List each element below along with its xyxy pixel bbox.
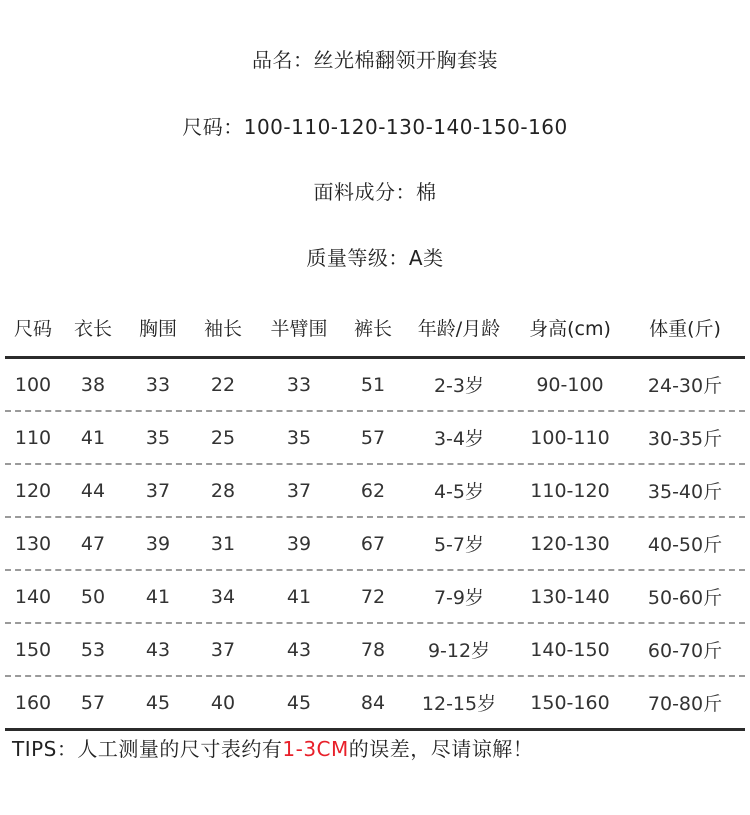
table-cell: 33 xyxy=(286,373,312,396)
table-cell: 160 xyxy=(14,691,52,714)
table-cell: 35-40斤 xyxy=(647,481,723,503)
table-row xyxy=(5,518,745,571)
size-chart-table xyxy=(5,298,745,731)
tips-note xyxy=(12,735,742,763)
table-body xyxy=(5,359,745,731)
table-cell: 9-12岁 xyxy=(427,640,491,662)
table-cell: 67 xyxy=(360,532,386,555)
header-sleeve: 袖长 xyxy=(203,317,242,340)
table-cell: 110 xyxy=(14,426,52,449)
header-pants-length: 裤长 xyxy=(353,317,392,340)
tips-suffix: 的误差，尽请谅解！ xyxy=(348,737,534,761)
table-cell: 33 xyxy=(145,373,171,396)
table-cell: 39 xyxy=(145,532,171,555)
table-cell: 53 xyxy=(80,638,106,661)
product-name-line: 品名：丝光棉翻领开胸套装 xyxy=(252,48,498,72)
table-cell: 62 xyxy=(360,479,386,502)
table-cell: 100 xyxy=(14,373,52,396)
table-cell: 34 xyxy=(210,585,236,608)
table-cell: 50-60斤 xyxy=(647,587,723,609)
header-half-arm: 半臂围 xyxy=(270,317,328,340)
table-cell: 35 xyxy=(145,426,171,449)
table-cell: 44 xyxy=(80,479,106,502)
table-cell: 22 xyxy=(210,373,236,396)
table-cell: 24-30斤 xyxy=(647,375,723,397)
table-cell: 47 xyxy=(80,532,106,555)
table-cell: 150 xyxy=(14,638,52,661)
table-header-row xyxy=(5,298,745,359)
table-cell: 57 xyxy=(360,426,386,449)
header-size: 尺码 xyxy=(13,317,52,340)
table-cell: 45 xyxy=(145,691,171,714)
quality-grade-line: 质量等级：A类 xyxy=(306,246,444,270)
table-cell: 41 xyxy=(145,585,171,608)
tips-highlight: 1-3CM xyxy=(282,737,349,761)
table-cell: 130-140 xyxy=(530,585,610,608)
header-length: 衣长 xyxy=(73,317,112,340)
table-cell: 120 xyxy=(14,479,52,502)
header-weight: 体重(斤) xyxy=(649,317,721,340)
table-cell: 38 xyxy=(80,373,106,396)
table-cell: 7-9岁 xyxy=(433,587,485,609)
table-cell: 39 xyxy=(286,532,312,555)
table-row xyxy=(5,412,745,465)
table-cell: 57 xyxy=(80,691,106,714)
header-chest: 胸围 xyxy=(138,317,177,340)
table-cell: 50 xyxy=(80,585,106,608)
table-cell: 3-4岁 xyxy=(433,428,485,450)
table-cell: 110-120 xyxy=(530,479,610,502)
tips-prefix: TIPS：人工测量的尺寸表约有 xyxy=(12,737,283,761)
table-cell: 140 xyxy=(14,585,52,608)
table-cell: 41 xyxy=(286,585,312,608)
table-cell: 84 xyxy=(360,691,386,714)
table-cell: 100-110 xyxy=(530,426,610,449)
table-cell: 70-80斤 xyxy=(647,693,723,715)
table-cell: 41 xyxy=(80,426,106,449)
size-range-line: 尺码：100-110-120-130-140-150-160 xyxy=(182,115,568,139)
table-row xyxy=(5,624,745,677)
table-cell: 25 xyxy=(210,426,236,449)
fabric-composition-line: 面料成分：棉 xyxy=(313,180,437,204)
table-cell: 37 xyxy=(145,479,171,502)
header-height: 身高(cm) xyxy=(529,317,611,340)
table-cell: 30-35斤 xyxy=(647,428,723,450)
table-cell: 130 xyxy=(14,532,52,555)
table-cell: 51 xyxy=(360,373,386,396)
table-cell: 45 xyxy=(286,691,312,714)
table-cell: 60-70斤 xyxy=(647,640,723,662)
header-age: 年龄/月龄 xyxy=(417,317,501,340)
table-cell: 37 xyxy=(210,638,236,661)
table-cell: 72 xyxy=(360,585,386,608)
table-cell: 35 xyxy=(286,426,312,449)
table-cell: 37 xyxy=(286,479,312,502)
table-cell: 4-5岁 xyxy=(433,481,485,503)
table-cell: 150-160 xyxy=(530,691,610,714)
table-cell: 40-50斤 xyxy=(647,534,723,556)
table-cell: 5-7岁 xyxy=(433,534,485,556)
table-cell: 90-100 xyxy=(536,373,604,396)
table-row xyxy=(5,465,745,518)
table-cell: 12-15岁 xyxy=(421,693,497,715)
table-cell: 43 xyxy=(286,638,312,661)
table-cell: 31 xyxy=(210,532,236,555)
table-cell: 78 xyxy=(360,638,386,661)
table-row xyxy=(5,677,745,731)
table-cell: 43 xyxy=(145,638,171,661)
table-row xyxy=(5,571,745,624)
table-cell: 140-150 xyxy=(530,638,610,661)
table-cell: 40 xyxy=(210,691,236,714)
table-cell: 28 xyxy=(210,479,236,502)
table-row xyxy=(5,359,745,412)
table-cell: 120-130 xyxy=(530,532,610,555)
table-cell: 2-3岁 xyxy=(433,375,485,397)
